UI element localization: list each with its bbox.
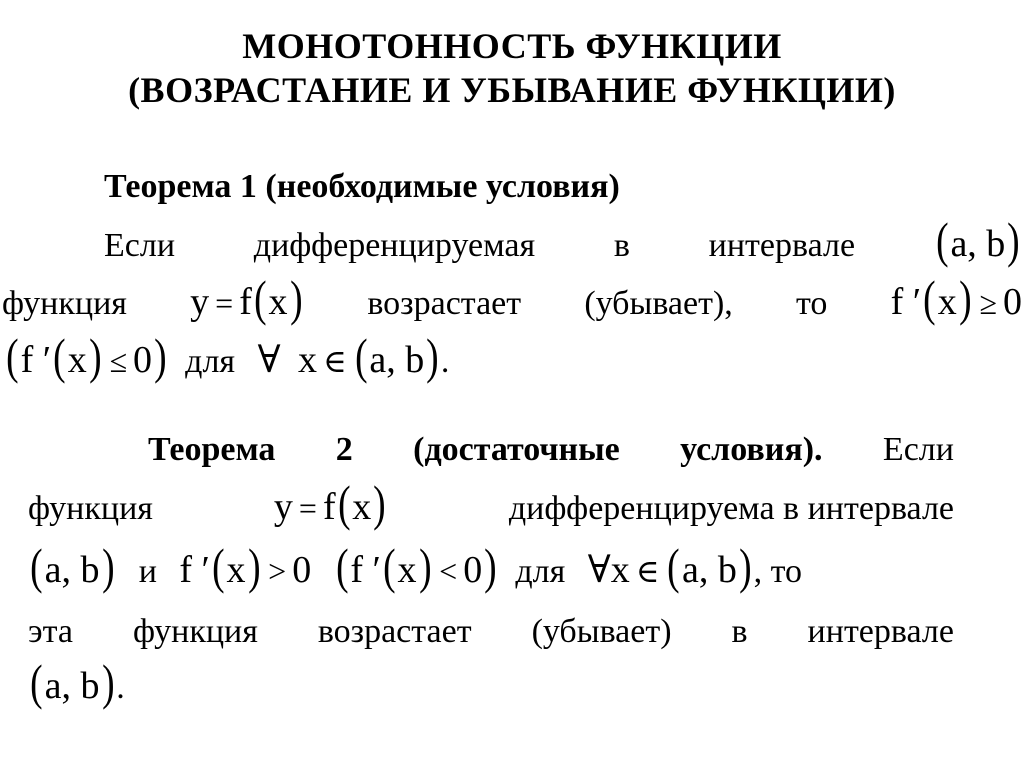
word-eta: эта	[28, 613, 73, 650]
formula-y-eq-fx: y = f(x)	[273, 475, 386, 531]
word-differentiable: дифференцируемая	[253, 227, 536, 264]
period: .	[440, 343, 450, 380]
word-funkciya: функция	[132, 613, 258, 650]
word-interval: интервале	[708, 227, 856, 264]
formula-fprime-gt-0: f ′(x) > 0	[179, 538, 312, 594]
word-funkciya: функция	[28, 490, 153, 527]
word-v: в	[613, 227, 630, 264]
formula-y-eq-fx: y = f(x)	[190, 270, 303, 326]
theorem2-line1	[148, 428, 954, 472]
word-i: и	[138, 553, 157, 590]
words-differentiable-in-interval: дифференцируема в интервале	[508, 490, 954, 527]
theorem1-heading: Теорема 1 (необходимые условия)	[104, 168, 620, 205]
formula-interval-ab: (a, b)	[30, 538, 115, 594]
formula-forall-x-in-ab: ∀ x ∈ (a, b)	[257, 328, 439, 384]
theorem1-line2	[2, 270, 1022, 326]
word-vozrastaet: возрастает	[317, 613, 472, 650]
theorem2-line3	[28, 538, 802, 594]
theorem1-line3	[4, 328, 450, 384]
word-v: в	[731, 613, 748, 650]
theorem2-heading-cond2: условия).	[680, 431, 823, 468]
formula-fprime-le-0: (f ′(x) ≤ 0)	[6, 328, 167, 384]
theorem2-heading-number: 2	[335, 431, 353, 468]
word-ubyvaet: (убывает)	[531, 613, 672, 650]
formula-interval-ab: (a, b)	[30, 654, 115, 710]
word-funkciya: функция	[2, 285, 127, 322]
theorem2-heading-word: Теорема	[148, 431, 276, 468]
formula-interval-ab: (a, b)	[935, 212, 1020, 268]
theorem2-line2	[28, 475, 954, 531]
slide-title-line1: МОНОТОННОСТЬ ФУНКЦИИ	[242, 26, 782, 66]
theorem2-line5	[28, 654, 125, 710]
slide-title-line2: (ВОЗРАСТАНИЕ И УБЫВАНИЕ ФУНКЦИИ)	[128, 70, 896, 110]
theorem2-heading-cond1: (достаточные	[413, 431, 620, 468]
word-to: то	[796, 285, 828, 322]
theorem2-line4	[28, 610, 954, 654]
formula-forall-x-in-ab: ∀x ∈ (a, b)	[587, 538, 752, 594]
word-dlya: для	[515, 553, 566, 590]
word-interval: интервале	[807, 613, 954, 650]
word-to: , то	[753, 553, 802, 590]
word-dlya: для	[185, 343, 236, 380]
word-esli: Если	[104, 227, 176, 264]
formula-fprime-ge-0: f ′(x) ≥ 0	[890, 270, 1022, 326]
theorem1-line1	[104, 212, 1022, 268]
period: .	[116, 669, 125, 706]
word-esli: Если	[882, 431, 954, 468]
formula-fprime-lt-0: (f ′(x) < 0)	[335, 538, 497, 594]
word-vozrastaet: возрастает	[367, 285, 522, 322]
word-ubyvaet: (убывает),	[584, 285, 733, 322]
